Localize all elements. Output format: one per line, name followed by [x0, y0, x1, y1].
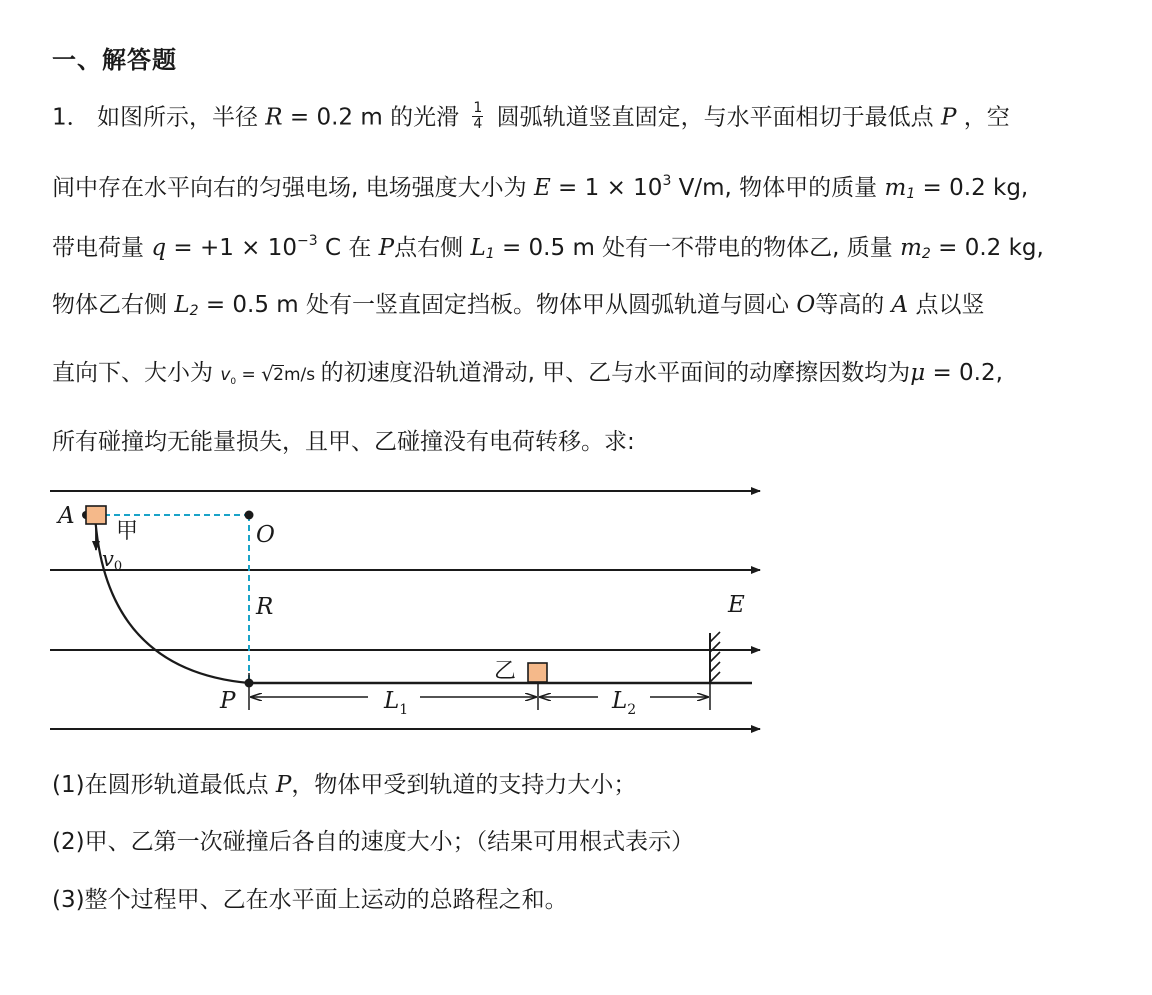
exponent: 3	[662, 173, 672, 189]
text-span: ，空	[963, 104, 1010, 131]
symbol-m: m	[900, 235, 922, 261]
text-span: 间中存在水平向右的匀强电场, 电场强度大小为	[52, 175, 527, 201]
problem-line-6: 所有碰撞均无能量损失，且甲、乙碰撞没有电荷转移。求:	[52, 429, 635, 455]
initial-velocity-formula: $v_0$ = √ 2m/s	[220, 362, 316, 387]
physics-diagram	[50, 470, 770, 742]
symbol-q: q	[151, 235, 167, 261]
problem-number: 1．	[52, 104, 90, 131]
text-span: 带电荷量	[52, 235, 144, 261]
question-3: (3)整个过程甲、乙在水平面上运动的总路程之和。	[52, 887, 568, 913]
symbol-A: A	[891, 292, 909, 318]
label-E: E	[728, 592, 745, 618]
problem-line-5	[52, 362, 1003, 387]
block-jia	[86, 506, 106, 524]
text-span: 物体乙右侧	[52, 292, 167, 318]
label-A: A	[58, 503, 75, 529]
text-span: = 0.5 m 处有一竖直固定挡板。物体甲从圆弧轨道与圆心	[205, 292, 790, 318]
problem-line-2	[52, 174, 1028, 201]
text-span: = 0.2 kg,	[922, 175, 1029, 201]
question-2: (2)甲、乙第一次碰撞后各自的速度大小；（结果可用根式表示）	[52, 829, 695, 855]
text-span: 点右侧	[394, 235, 464, 261]
text-span: 圆弧轨道竖直固定，与水平面相切于最低点	[496, 104, 934, 131]
label-L1: $L_1$	[384, 688, 409, 718]
text-span: 如图所示，半径	[96, 104, 258, 131]
symbol-L: L	[174, 292, 190, 318]
label-R: R	[256, 594, 274, 620]
text-span: = 0.2 m 的光滑	[289, 104, 460, 131]
symbol-O: O	[796, 292, 816, 318]
problem-line-3	[52, 234, 1044, 261]
section-title: 一、解答题	[52, 46, 177, 74]
sqrt-symbol: √ 2	[261, 362, 284, 386]
subscript: 1	[485, 246, 495, 262]
symbol-P: P	[275, 772, 292, 798]
text-span: = 0.2 kg,	[938, 235, 1044, 261]
text-span: C 在	[317, 235, 372, 261]
problem-line-1	[52, 100, 1010, 133]
subscript: 2	[189, 303, 199, 319]
symbol-m: m	[884, 175, 907, 201]
label-O: O	[256, 522, 275, 548]
text-span: = 0.2,	[932, 360, 1003, 386]
text-span: V/m, 物体甲的质量	[671, 175, 878, 201]
text-span: = 0.5 m 处有一不带电的物体乙, 质量	[501, 235, 893, 261]
text-span: 等高的	[815, 292, 885, 318]
text-span: 的初速度沿轨道滑动, 甲、乙与水平面间的动摩擦因数均为	[320, 360, 911, 386]
label-v0: v0	[102, 547, 123, 574]
symbol-R: R	[265, 104, 283, 131]
symbol-P: P	[940, 104, 957, 131]
label-jia: 甲	[116, 519, 139, 544]
symbol-mu: μ	[910, 360, 926, 386]
question-1: (1)在圆形轨道最低点 P，物体甲受到轨道的支持力大小；	[52, 772, 637, 798]
text-span: 直向下、大小为	[52, 360, 213, 386]
text-span: 点以竖	[915, 292, 985, 318]
problem-line-4	[52, 294, 984, 318]
symbol-E: E	[533, 175, 551, 201]
label-yi: 乙	[494, 659, 517, 684]
fraction-quarter: $\frac{1}{4}$	[473, 100, 483, 132]
subscript: 1	[906, 186, 916, 202]
barrier-hatch	[710, 632, 720, 682]
text-span: = +1 × 10	[173, 235, 298, 261]
symbol-P: P	[378, 235, 395, 261]
point-O	[245, 511, 254, 520]
label-L2: $L_2$	[612, 688, 637, 718]
subscript: 2	[921, 246, 931, 262]
label-P: P	[220, 688, 236, 714]
text-span: = 1 × 10	[558, 175, 663, 201]
symbol-L: L	[470, 235, 486, 261]
block-yi	[528, 663, 547, 682]
exponent: −3	[297, 233, 318, 249]
